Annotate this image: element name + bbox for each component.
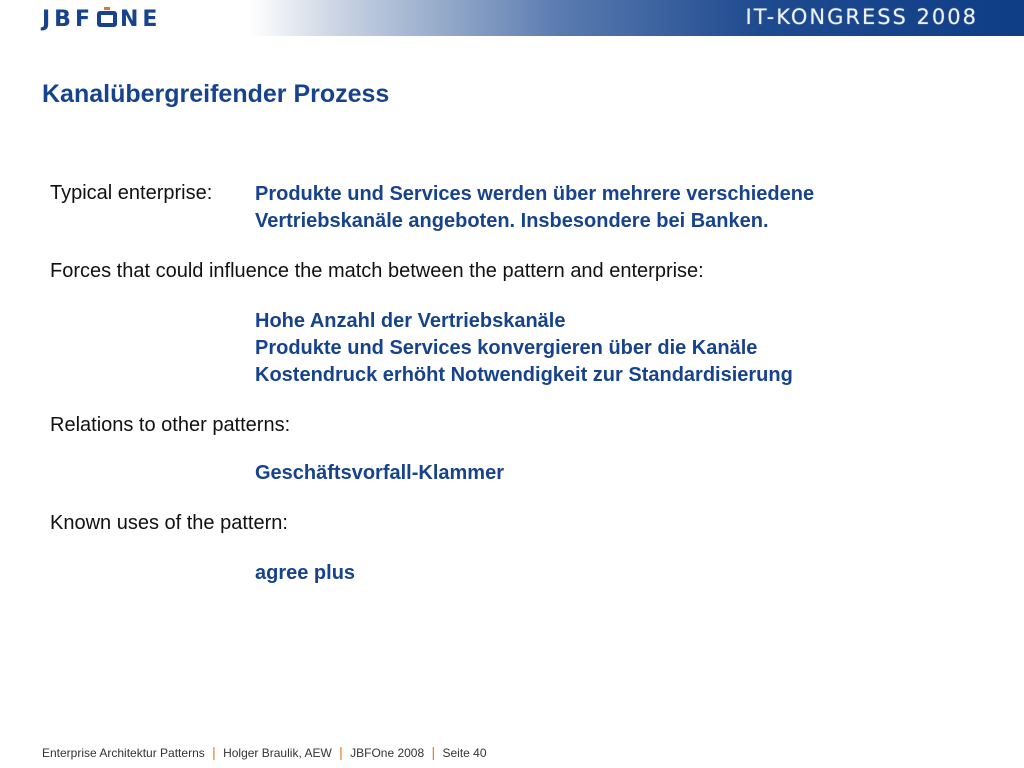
footer-event: JBFOne 2008 [350,746,425,760]
footer-page-number: Seite 40 [442,746,487,760]
forces-list [255,308,793,389]
relations-label: Relations to other patterns: [50,414,291,436]
relations-value: Geschäftsvorfall-Klammer [255,462,504,484]
footer-separator: | [431,744,436,760]
typical-line: Produkte und Services werden über mehrere verschiedene [255,183,815,205]
logo-o-mark-icon [97,11,117,27]
footer [42,744,487,760]
known-uses-value: agree plus [255,562,356,584]
jbfone-logo: JBF NE [42,6,162,32]
typical-line: Vertriebskanäle angeboten. Insbesondere bei Banken. [255,210,769,232]
forces-item: Kostendruck erhöht Notwendigkeit zur Standardisierung [255,364,793,386]
footer-course: Enterprise Architektur Patterns [42,746,205,760]
forces-item: Hohe Anzahl der Vertriebskanäle [255,310,566,332]
typical-enterprise-label: Typical enterprise: [50,182,213,204]
typical-enterprise-text [255,181,814,235]
footer-separator: | [212,744,216,760]
known-uses-label: Known uses of the pattern: [50,512,288,534]
slide-title: Kanalübergreifender Prozess [42,80,390,108]
forces-item: Produkte und Services konvergieren über die Kanäle [255,337,758,359]
footer-separator: | [339,744,343,760]
header-bar [0,0,1024,36]
event-title: IT-KONGRESS 2008 [745,5,978,29]
forces-label: Forces that could influence the match between the pattern and enterprise: [50,260,704,282]
footer-author: Holger Braulik, AEW [223,746,332,760]
